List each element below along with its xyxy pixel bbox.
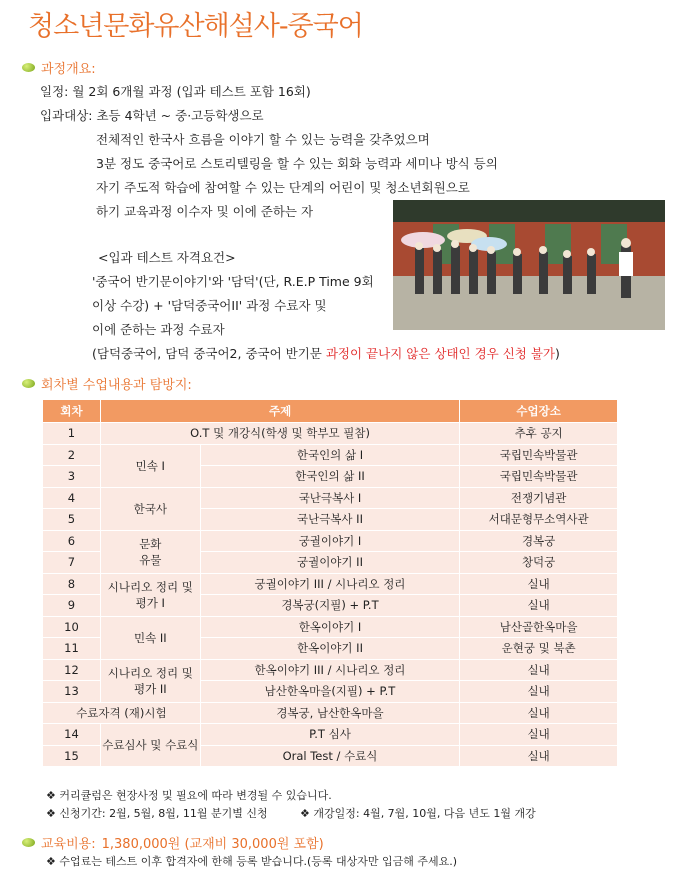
fee-amount: 1,380,000원 (교재비 30,000원 포함) bbox=[101, 837, 324, 852]
session-group: 수료심사 및 수료식 bbox=[100, 724, 200, 767]
requirement-line: '중국어 반기문이야기'와 '담덕'(단, R.E.P Time 9회 bbox=[92, 274, 374, 289]
session-topic: 한국인의 삶 I bbox=[200, 444, 460, 466]
column-header-place: 수업장소 bbox=[460, 400, 618, 423]
session-number: 5 bbox=[43, 509, 101, 531]
requirement-close-paren: ) bbox=[554, 346, 560, 361]
session-place: 실내 bbox=[460, 702, 618, 724]
table-row bbox=[43, 724, 618, 746]
table-row bbox=[43, 444, 618, 466]
session-place: 실내 bbox=[460, 595, 618, 617]
requirement-last-line bbox=[92, 344, 560, 362]
session-number: 9 bbox=[43, 595, 101, 617]
session-topic: Oral Test / 수료식 bbox=[200, 745, 460, 767]
table-row bbox=[43, 659, 618, 681]
sessions-heading-text: 회차별 수업내용과 탐방지: bbox=[41, 378, 192, 393]
fee-heading-text: 교육비용: bbox=[41, 837, 96, 852]
schedule-line: 일정: 월 2회 6개월 과정 (입과 테스트 포함 16회) bbox=[40, 84, 311, 99]
session-topic: 국난극복사 II bbox=[200, 509, 460, 531]
overview-heading-text: 과정개요: bbox=[41, 62, 96, 77]
fee-heading bbox=[22, 833, 324, 852]
session-number: 2 bbox=[43, 444, 101, 466]
session-number: 3 bbox=[43, 466, 101, 488]
curriculum-note: ❖ 커리큘럼은 현장사정 및 필요에 따라 변경될 수 있습니다. bbox=[46, 789, 332, 802]
session-group: 시나리오 정리 및 평가 I bbox=[100, 573, 200, 616]
session-group: 수료자격 (재)시험 bbox=[43, 702, 201, 724]
table-header-row bbox=[43, 400, 618, 423]
session-place: 실내 bbox=[460, 724, 618, 746]
session-group: 민속 I bbox=[100, 444, 200, 487]
session-group: 민속 II bbox=[100, 616, 200, 659]
session-number: 4 bbox=[43, 487, 101, 509]
bullet-icon bbox=[22, 379, 35, 388]
session-topic: 국난극복사 I bbox=[200, 487, 460, 509]
desc-line: 자기 주도적 학습에 참여할 수 있는 단계의 어린이 및 청소년회원으로 bbox=[96, 180, 470, 195]
apply-period-note: ❖ 신청기간: 2월, 5월, 8월, 11월 분기별 신청 bbox=[46, 807, 268, 820]
session-place: 국립민속박물관 bbox=[460, 444, 618, 466]
session-number: 6 bbox=[43, 530, 101, 552]
session-topic: O.T 및 개강식(학생 및 학부모 필참) bbox=[100, 423, 459, 445]
table-row bbox=[43, 487, 618, 509]
table-row bbox=[43, 530, 618, 552]
bullet-icon bbox=[22, 838, 35, 847]
session-table bbox=[42, 399, 618, 767]
session-group: 시나리오 정리 및 평가 II bbox=[100, 659, 200, 702]
session-place: 남산골한옥마을 bbox=[460, 616, 618, 638]
requirement-note: (담덕중국어, 담덕 중국어2, 중국어 반기문 bbox=[92, 346, 326, 361]
session-place: 실내 bbox=[460, 573, 618, 595]
session-place: 전쟁기념관 bbox=[460, 487, 618, 509]
session-topic: 궁궐이야기 III / 시나리오 정리 bbox=[200, 573, 460, 595]
target-line: 입과대상: 초등 4학년 ~ 중·고등학생으로 bbox=[40, 108, 264, 123]
column-header-topic: 주제 bbox=[100, 400, 459, 423]
field-trip-photo-illustration bbox=[393, 200, 665, 330]
session-topic: 궁궐이야기 I bbox=[200, 530, 460, 552]
session-topic: 경복궁(지필) + P.T bbox=[200, 595, 460, 617]
requirement-line: 이상 수강) + '담덕중국어II' 과정 수료자 및 bbox=[92, 298, 327, 313]
field-trip-photo bbox=[393, 200, 665, 330]
session-group: 한국사 bbox=[100, 487, 200, 530]
requirement-warning: 과정이 끝나지 않은 상태인 경우 신청 불가 bbox=[325, 346, 555, 361]
session-group: 문화 유물 bbox=[100, 530, 200, 573]
table-row bbox=[43, 616, 618, 638]
table-row bbox=[43, 573, 618, 595]
overview-heading bbox=[22, 58, 96, 77]
desc-line: 3분 정도 중국어로 스토리텔링을 할 수 있는 회화 능력과 세미나 방식 등의 bbox=[96, 156, 498, 171]
session-number: 7 bbox=[43, 552, 101, 574]
session-place: 실내 bbox=[460, 681, 618, 703]
requirements-heading: <입과 테스트 자격요건> bbox=[98, 250, 236, 265]
session-number: 15 bbox=[43, 745, 101, 767]
requirement-line: 이에 준하는 과정 수료자 bbox=[92, 322, 225, 337]
session-place: 창덕궁 bbox=[460, 552, 618, 574]
page-title: 청소년문화유산해설사-중국어 bbox=[28, 11, 363, 42]
session-number: 8 bbox=[43, 573, 101, 595]
open-schedule-note: ❖ 개강일정: 4월, 7월, 10월, 다음 년도 1월 개강 bbox=[300, 807, 536, 820]
session-topic: P.T 심사 bbox=[200, 724, 460, 746]
session-topic: 경복궁, 남산한옥마을 bbox=[200, 702, 460, 724]
column-header-session: 회차 bbox=[43, 400, 101, 423]
table-row bbox=[43, 423, 618, 445]
session-place: 운현궁 및 북촌 bbox=[460, 638, 618, 660]
desc-line: 하기 교육과정 이수자 및 이에 준하는 자 bbox=[96, 204, 314, 219]
session-place: 서대문형무소역사관 bbox=[460, 509, 618, 531]
session-topic: 한옥이야기 II bbox=[200, 638, 460, 660]
session-place: 추후 공지 bbox=[460, 423, 618, 445]
session-topic: 남산한옥마을(지필) + P.T bbox=[200, 681, 460, 703]
bullet-icon bbox=[22, 63, 35, 72]
session-place: 경복궁 bbox=[460, 530, 618, 552]
session-number: 11 bbox=[43, 638, 101, 660]
session-topic: 한옥이야기 I bbox=[200, 616, 460, 638]
session-number: 1 bbox=[43, 423, 101, 445]
session-number: 10 bbox=[43, 616, 101, 638]
session-topic: 한국인의 삶 II bbox=[200, 466, 460, 488]
session-number: 13 bbox=[43, 681, 101, 703]
session-number: 12 bbox=[43, 659, 101, 681]
table-row bbox=[43, 702, 618, 724]
session-place: 국립민속박물관 bbox=[460, 466, 618, 488]
sessions-heading bbox=[22, 374, 192, 393]
session-place: 실내 bbox=[460, 745, 618, 767]
fee-note: ❖ 수업료는 테스트 이후 합격자에 한해 등록 받습니다.(등록 대상자만 입금해 주세요.) bbox=[46, 855, 458, 868]
session-place: 실내 bbox=[460, 659, 618, 681]
session-number: 14 bbox=[43, 724, 101, 746]
desc-line: 전체적인 한국사 흐름을 이야기 할 수 있는 능력을 갖추었으며 bbox=[96, 132, 430, 147]
session-topic: 궁궐이야기 II bbox=[200, 552, 460, 574]
session-topic: 한옥이야기 III / 시나리오 정리 bbox=[200, 659, 460, 681]
